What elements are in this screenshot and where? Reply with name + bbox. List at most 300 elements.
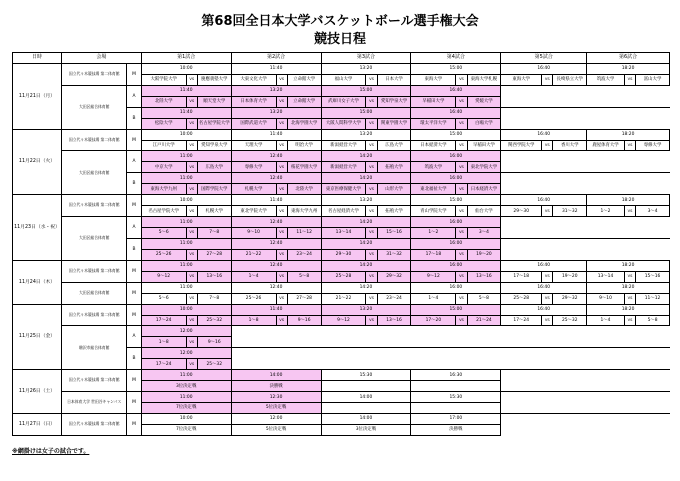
team-home: 25〜26 bbox=[231, 293, 276, 304]
vs-label: VS bbox=[276, 118, 287, 129]
team-home: 大阪学院大学 bbox=[141, 74, 186, 85]
game-time: 11:40 bbox=[231, 195, 321, 206]
team-home: 21〜22 bbox=[321, 293, 366, 304]
game-time: 16:40 bbox=[501, 195, 587, 206]
team-away: 拓殖大学 bbox=[377, 162, 411, 173]
team-home: 5〜6 bbox=[141, 228, 186, 239]
team-away: 立命館大学 bbox=[287, 96, 321, 107]
game-time: 13:20 bbox=[231, 85, 321, 96]
vs-label: VS bbox=[624, 140, 635, 151]
vs-label: VS bbox=[276, 206, 287, 217]
team-home: 5〜6 bbox=[141, 293, 186, 304]
team-away: 31〜32 bbox=[377, 249, 411, 260]
team-home: 1〜8 bbox=[141, 337, 186, 348]
vs-label: VS bbox=[186, 74, 197, 85]
vs-label: VS bbox=[542, 271, 553, 282]
vs-label: VS bbox=[624, 271, 635, 282]
team-away: 名古屋学院大学 bbox=[197, 118, 231, 129]
match-empty bbox=[321, 403, 411, 414]
match-label: 5位決定戦 bbox=[231, 403, 321, 414]
team-away: 25〜32 bbox=[197, 315, 231, 326]
game-time: 11:00 bbox=[141, 217, 231, 228]
team-home: 29〜30 bbox=[501, 206, 542, 217]
match-empty bbox=[411, 381, 501, 392]
game-time: 16:40 bbox=[501, 129, 587, 140]
team-home: 鹿屋体育大学 bbox=[587, 140, 625, 151]
team-home: 17〜18 bbox=[501, 271, 542, 282]
team-home: 東北福祉大学 bbox=[411, 184, 456, 195]
team-home: 新潟経営大学 bbox=[321, 162, 366, 173]
team-home: 筑波大学 bbox=[587, 74, 625, 85]
team-away: 日本大学 bbox=[377, 74, 411, 85]
vs-label: VS bbox=[276, 96, 287, 107]
team-home: 9〜12 bbox=[141, 271, 186, 282]
team-home: 東京医療保健大学 bbox=[321, 184, 366, 195]
team-home: 1〜8 bbox=[231, 315, 276, 326]
team-away: 19〜20 bbox=[553, 271, 587, 282]
game-time: 15:30 bbox=[321, 370, 411, 381]
empty-slot bbox=[501, 173, 670, 195]
vs-label: VS bbox=[276, 74, 287, 85]
team-away: 21〜24 bbox=[467, 315, 501, 326]
team-home: 中京大学 bbox=[141, 162, 186, 173]
team-home: 環太平洋大学 bbox=[411, 118, 456, 129]
team-home: 21〜22 bbox=[231, 249, 276, 260]
day-date: 11月25日（金） bbox=[13, 304, 62, 370]
team-away: 19〜20 bbox=[467, 249, 501, 260]
court-label: M bbox=[127, 129, 141, 151]
team-away: 山形大学 bbox=[377, 184, 411, 195]
game-time: 13:20 bbox=[321, 129, 411, 140]
venue-name: 国立代々木競技場 第二体育館 bbox=[62, 129, 127, 151]
court-label: M bbox=[127, 392, 141, 414]
game-time: 13:20 bbox=[231, 107, 321, 118]
empty-slot bbox=[501, 392, 670, 414]
team-away: 仙台大学 bbox=[467, 206, 501, 217]
venue-name: 国立代々木競技場 第二体育館 bbox=[62, 195, 127, 217]
team-home: 17〜24 bbox=[501, 315, 542, 326]
team-home: 天理大学 bbox=[231, 140, 276, 151]
court-label: B bbox=[127, 107, 141, 129]
team-away: 広島大学 bbox=[197, 162, 231, 173]
vs-label: VS bbox=[542, 315, 553, 326]
vs-label: VS bbox=[366, 293, 377, 304]
vs-label: VS bbox=[276, 249, 287, 260]
header-game-6: 第6試合 bbox=[587, 53, 670, 64]
game-time: 15:30 bbox=[411, 392, 501, 403]
court-label: M bbox=[127, 413, 141, 435]
venue-name: 大田区総合体育館 bbox=[62, 151, 127, 195]
team-home: 1〜4 bbox=[587, 315, 625, 326]
vs-label: VS bbox=[366, 162, 377, 173]
team-away: 香川大学 bbox=[553, 140, 587, 151]
match-label: 決勝戦 bbox=[231, 381, 321, 392]
game-time: 16:40 bbox=[501, 282, 587, 293]
court-label: M bbox=[127, 260, 141, 282]
team-away: 15〜16 bbox=[377, 228, 411, 239]
team-away: 23〜24 bbox=[287, 249, 321, 260]
team-away: 札幌大学 bbox=[197, 206, 231, 217]
game-time: 13:20 bbox=[321, 195, 411, 206]
team-away: 5〜8 bbox=[467, 293, 501, 304]
team-away: 5〜8 bbox=[636, 315, 670, 326]
game-time: 12:00 bbox=[231, 413, 321, 424]
vs-label: VS bbox=[186, 118, 197, 129]
vs-label: VS bbox=[456, 293, 467, 304]
vs-label: VS bbox=[276, 228, 287, 239]
game-time: 14:20 bbox=[321, 260, 411, 271]
vs-label: VS bbox=[456, 162, 467, 173]
header-venue: 会場 bbox=[62, 53, 142, 64]
vs-label: VS bbox=[186, 249, 197, 260]
team-home: 関西学院大学 bbox=[501, 140, 542, 151]
header-date: 日時 bbox=[13, 53, 62, 64]
team-home: 札幌大学 bbox=[231, 184, 276, 195]
day-date: 11月26日（土） bbox=[13, 370, 62, 414]
vs-label: VS bbox=[276, 315, 287, 326]
game-time: 16:30 bbox=[411, 370, 501, 381]
game-time: 10:00 bbox=[141, 63, 231, 74]
game-time: 16:00 bbox=[411, 151, 501, 162]
vs-label: VS bbox=[366, 271, 377, 282]
venue-name: 国立代々木競技場 第二体育館 bbox=[62, 260, 127, 282]
schedule-table bbox=[12, 52, 670, 436]
header-game-4: 第4試合 bbox=[411, 53, 501, 64]
court-label: B bbox=[127, 348, 141, 370]
team-home: 17〜18 bbox=[411, 249, 456, 260]
team-home: 大阪人間科学大学 bbox=[321, 118, 366, 129]
vs-label: VS bbox=[186, 206, 197, 217]
vs-label: VS bbox=[276, 162, 287, 173]
vs-label: VS bbox=[366, 74, 377, 85]
header-game-1: 第1試合 bbox=[141, 53, 231, 64]
venue-name: 大田区総合体育館 bbox=[62, 85, 127, 129]
venue-name: 日本体育大学 世田谷キャンパス bbox=[62, 392, 127, 414]
vs-label: VS bbox=[186, 293, 197, 304]
team-away: 国際学院大学 bbox=[197, 184, 231, 195]
game-time: 16:40 bbox=[501, 260, 587, 271]
court-label: M bbox=[127, 63, 141, 85]
game-time: 15:00 bbox=[411, 195, 501, 206]
game-time: 12:40 bbox=[231, 282, 321, 293]
empty-slot bbox=[501, 107, 670, 129]
vs-label: VS bbox=[456, 184, 467, 195]
court-label: B bbox=[127, 238, 141, 260]
vs-label: VS bbox=[366, 184, 377, 195]
empty-slot bbox=[501, 85, 670, 107]
team-away: 日本経済大学 bbox=[467, 184, 501, 195]
team-home: 東海大学 bbox=[411, 74, 456, 85]
court-label: M bbox=[127, 195, 141, 217]
vs-label: VS bbox=[366, 206, 377, 217]
team-away: 広島大学 bbox=[377, 140, 411, 151]
vs-label: VS bbox=[542, 140, 553, 151]
team-away: 関東学園大学 bbox=[377, 118, 411, 129]
match-label: 3位決定戦 bbox=[321, 424, 411, 435]
day-date: 11月23日（水・祝） bbox=[13, 195, 62, 261]
game-time: 16:40 bbox=[501, 63, 587, 74]
venue-name: 国立代々木競技場 第二体育館 bbox=[62, 370, 127, 392]
team-away: 専修大学 bbox=[636, 140, 670, 151]
vs-label: VS bbox=[186, 184, 197, 195]
team-away: 29〜32 bbox=[553, 293, 587, 304]
vs-label: VS bbox=[366, 228, 377, 239]
team-away: 3〜4 bbox=[467, 228, 501, 239]
game-time: 16:40 bbox=[501, 304, 587, 315]
game-time: 14:00 bbox=[321, 392, 411, 403]
empty-slot bbox=[501, 217, 670, 239]
vs-label: VS bbox=[624, 293, 635, 304]
court-label: B bbox=[127, 173, 141, 195]
team-home: 新潟経営大学 bbox=[321, 140, 366, 151]
venue-name: 国立代々木競技場 第二体育館 bbox=[62, 304, 127, 326]
team-home: 9〜12 bbox=[321, 315, 366, 326]
team-home: 29〜30 bbox=[321, 249, 366, 260]
team-home: 名古屋経済大学 bbox=[321, 206, 366, 217]
empty-slot bbox=[231, 348, 669, 370]
team-away: 北海学園大学 bbox=[287, 118, 321, 129]
venue-name: 国立代々木競技場 第二体育館 bbox=[62, 63, 127, 85]
game-time: 10:00 bbox=[141, 129, 231, 140]
vs-label: VS bbox=[624, 315, 635, 326]
game-time: 15:00 bbox=[411, 129, 501, 140]
vs-label: VS bbox=[186, 162, 197, 173]
court-label: A bbox=[127, 151, 141, 173]
court-label: M bbox=[127, 304, 141, 326]
game-time: 11:00 bbox=[141, 260, 231, 271]
team-away: 白鴎大学 bbox=[467, 118, 501, 129]
team-away: 7〜8 bbox=[197, 228, 231, 239]
team-away: 愛知学泉大学 bbox=[377, 96, 411, 107]
vs-label: VS bbox=[276, 140, 287, 151]
court-label: A bbox=[127, 326, 141, 348]
game-time: 12:00 bbox=[141, 348, 231, 359]
day-date: 11月22日（火） bbox=[13, 129, 62, 195]
team-home: 武庫川女子大学 bbox=[321, 96, 366, 107]
game-time: 16:00 bbox=[411, 217, 501, 228]
game-time: 18:20 bbox=[587, 129, 670, 140]
team-home: 1〜2 bbox=[411, 228, 456, 239]
team-away: 13〜16 bbox=[467, 271, 501, 282]
game-time: 18:20 bbox=[587, 63, 670, 74]
team-home: 9〜12 bbox=[411, 271, 456, 282]
game-time: 17:00 bbox=[411, 413, 501, 424]
team-home: 松陰大学 bbox=[141, 118, 186, 129]
vs-label: VS bbox=[456, 118, 467, 129]
team-home: 17〜24 bbox=[141, 315, 186, 326]
match-label: 3位決定戦 bbox=[141, 381, 231, 392]
court-label: M bbox=[127, 370, 141, 392]
game-time: 12:40 bbox=[231, 173, 321, 184]
game-time: 10:00 bbox=[141, 413, 231, 424]
game-time: 12:40 bbox=[231, 238, 321, 249]
game-time: 18:20 bbox=[587, 282, 670, 293]
day-date: 11月27日（日） bbox=[13, 413, 62, 435]
match-label: 決勝戦 bbox=[411, 424, 501, 435]
game-time: 15:00 bbox=[411, 304, 501, 315]
team-home: 北陸大学 bbox=[141, 96, 186, 107]
game-time: 11:40 bbox=[231, 129, 321, 140]
team-away: 15〜16 bbox=[636, 271, 670, 282]
footnote: ※網掛けは女子の試合です。 bbox=[12, 448, 90, 455]
vs-label: VS bbox=[276, 184, 287, 195]
team-home: 筑波大学 bbox=[411, 162, 456, 173]
game-time: 18:20 bbox=[587, 304, 670, 315]
vs-label: VS bbox=[624, 74, 635, 85]
team-home: 東北学院大学 bbox=[231, 206, 276, 217]
match-label: 7位決定戦 bbox=[141, 403, 231, 414]
empty-slot bbox=[501, 151, 670, 173]
game-time: 11:40 bbox=[231, 63, 321, 74]
team-away: 3〜4 bbox=[636, 206, 670, 217]
team-away: 27〜28 bbox=[287, 293, 321, 304]
game-time: 18:20 bbox=[587, 195, 670, 206]
vs-label: VS bbox=[366, 315, 377, 326]
team-away: 順天堂大学 bbox=[197, 96, 231, 107]
vs-label: VS bbox=[456, 315, 467, 326]
game-time: 12:30 bbox=[231, 392, 321, 403]
team-home: 国際武道大学 bbox=[231, 118, 276, 129]
vs-label: VS bbox=[456, 206, 467, 217]
header-game-5: 第5試合 bbox=[501, 53, 587, 64]
vs-label: VS bbox=[542, 74, 553, 85]
team-away: 拓殖大学 bbox=[377, 206, 411, 217]
team-home: 13〜14 bbox=[587, 271, 625, 282]
empty-slot bbox=[501, 413, 670, 435]
court-label: A bbox=[127, 217, 141, 239]
team-home: 17〜24 bbox=[141, 359, 186, 370]
game-time: 10:00 bbox=[141, 304, 231, 315]
game-time: 16:40 bbox=[411, 85, 501, 96]
game-time: 14:00 bbox=[231, 370, 321, 381]
game-time: 14:20 bbox=[321, 151, 411, 162]
team-away: 東北学院大学 bbox=[467, 162, 501, 173]
team-home: 青山学院大学 bbox=[411, 206, 456, 217]
team-away: 27〜28 bbox=[197, 249, 231, 260]
team-away: 9〜16 bbox=[287, 315, 321, 326]
team-home: 1〜2 bbox=[587, 206, 625, 217]
game-time: 11:40 bbox=[231, 304, 321, 315]
team-away: 長崎県立大学 bbox=[553, 74, 587, 85]
team-away: 愛媛大学 bbox=[467, 96, 501, 107]
vs-label: VS bbox=[186, 337, 197, 348]
team-home: 福山大学 bbox=[321, 74, 366, 85]
vs-label: VS bbox=[456, 228, 467, 239]
team-home: 大東文化大学 bbox=[231, 74, 276, 85]
team-away: 早稲田大学 bbox=[467, 140, 501, 151]
game-time: 11:00 bbox=[141, 173, 231, 184]
team-away: 23〜24 bbox=[377, 293, 411, 304]
empty-slot bbox=[231, 326, 669, 348]
match-label: 7位決定戦 bbox=[141, 424, 231, 435]
team-home: 25〜28 bbox=[321, 271, 366, 282]
empty-slot bbox=[501, 370, 670, 392]
game-time: 14:20 bbox=[321, 217, 411, 228]
vs-label: VS bbox=[624, 206, 635, 217]
vs-label: VS bbox=[366, 249, 377, 260]
match-empty bbox=[321, 381, 411, 392]
team-home: 専修大学 bbox=[231, 162, 276, 173]
vs-label: VS bbox=[186, 228, 197, 239]
team-away: 9〜16 bbox=[197, 337, 231, 348]
vs-label: VS bbox=[542, 293, 553, 304]
vs-label: VS bbox=[542, 206, 553, 217]
venue-name: 駒沢市総合体育館 bbox=[62, 326, 127, 370]
team-home: 1〜4 bbox=[231, 271, 276, 282]
team-home: 日本経済大学 bbox=[411, 140, 456, 151]
game-time: 11:00 bbox=[141, 238, 231, 249]
team-away: 13〜16 bbox=[377, 315, 411, 326]
court-label: M bbox=[127, 282, 141, 304]
team-away: 29〜32 bbox=[377, 271, 411, 282]
team-away: 慶應義塾大学 bbox=[197, 74, 231, 85]
game-time: 16:00 bbox=[411, 282, 501, 293]
team-away: 東海大学九州 bbox=[287, 206, 321, 217]
vs-label: VS bbox=[186, 140, 197, 151]
team-home: 東海大学 bbox=[501, 74, 542, 85]
venue-name: 大田区総合体育館 bbox=[62, 217, 127, 261]
game-time: 11:00 bbox=[141, 392, 231, 403]
game-time: 11:00 bbox=[141, 282, 231, 293]
game-time: 16:00 bbox=[411, 173, 501, 184]
game-time: 10:00 bbox=[141, 195, 231, 206]
game-time: 16:00 bbox=[411, 238, 501, 249]
team-away: 7〜8 bbox=[197, 293, 231, 304]
header-game-3: 第3試合 bbox=[321, 53, 411, 64]
game-time: 15:00 bbox=[321, 85, 411, 96]
game-time: 15:00 bbox=[411, 63, 501, 74]
game-time: 18:20 bbox=[587, 260, 670, 271]
team-home: 17〜20 bbox=[411, 315, 456, 326]
team-home: 9〜10 bbox=[231, 228, 276, 239]
team-away: 立命館大学 bbox=[287, 74, 321, 85]
game-time: 15:00 bbox=[321, 107, 411, 118]
game-time: 12:40 bbox=[231, 151, 321, 162]
vs-label: VS bbox=[366, 118, 377, 129]
team-away: 東海大学札幌 bbox=[467, 74, 501, 85]
game-time: 12:00 bbox=[141, 326, 231, 337]
page-title: 第68回全日本大学バスケットボール選手権大会 bbox=[201, 14, 479, 29]
game-time: 12:40 bbox=[231, 260, 321, 271]
empty-slot bbox=[501, 238, 670, 260]
match-empty bbox=[411, 403, 501, 414]
vs-label: VS bbox=[456, 249, 467, 260]
court-label: A bbox=[127, 85, 141, 107]
team-home: 早稲田大学 bbox=[411, 96, 456, 107]
day-date: 11月21日（月） bbox=[13, 63, 62, 129]
team-away: 5〜8 bbox=[287, 271, 321, 282]
game-time: 11:40 bbox=[141, 85, 231, 96]
team-away: 11〜12 bbox=[636, 293, 670, 304]
team-away: 桜花学園大学 bbox=[287, 162, 321, 173]
game-time: 11:00 bbox=[141, 151, 231, 162]
vs-label: VS bbox=[186, 96, 197, 107]
team-home: 1〜4 bbox=[411, 293, 456, 304]
game-time: 11:00 bbox=[141, 370, 231, 381]
vs-label: VS bbox=[366, 140, 377, 151]
game-time: 14:20 bbox=[321, 173, 411, 184]
game-time: 14:00 bbox=[321, 413, 411, 424]
venue-name: 大田区総合体育館 bbox=[62, 282, 127, 304]
vs-label: VS bbox=[186, 315, 197, 326]
vs-label: VS bbox=[456, 140, 467, 151]
game-time: 13:20 bbox=[321, 304, 411, 315]
team-away: 富山大学 bbox=[636, 74, 670, 85]
team-home: 25〜26 bbox=[141, 249, 186, 260]
venue-name: 国立代々木競技場 第二体育館 bbox=[62, 413, 127, 435]
game-time: 16:40 bbox=[411, 107, 501, 118]
match-label: 5位決定戦 bbox=[231, 424, 321, 435]
